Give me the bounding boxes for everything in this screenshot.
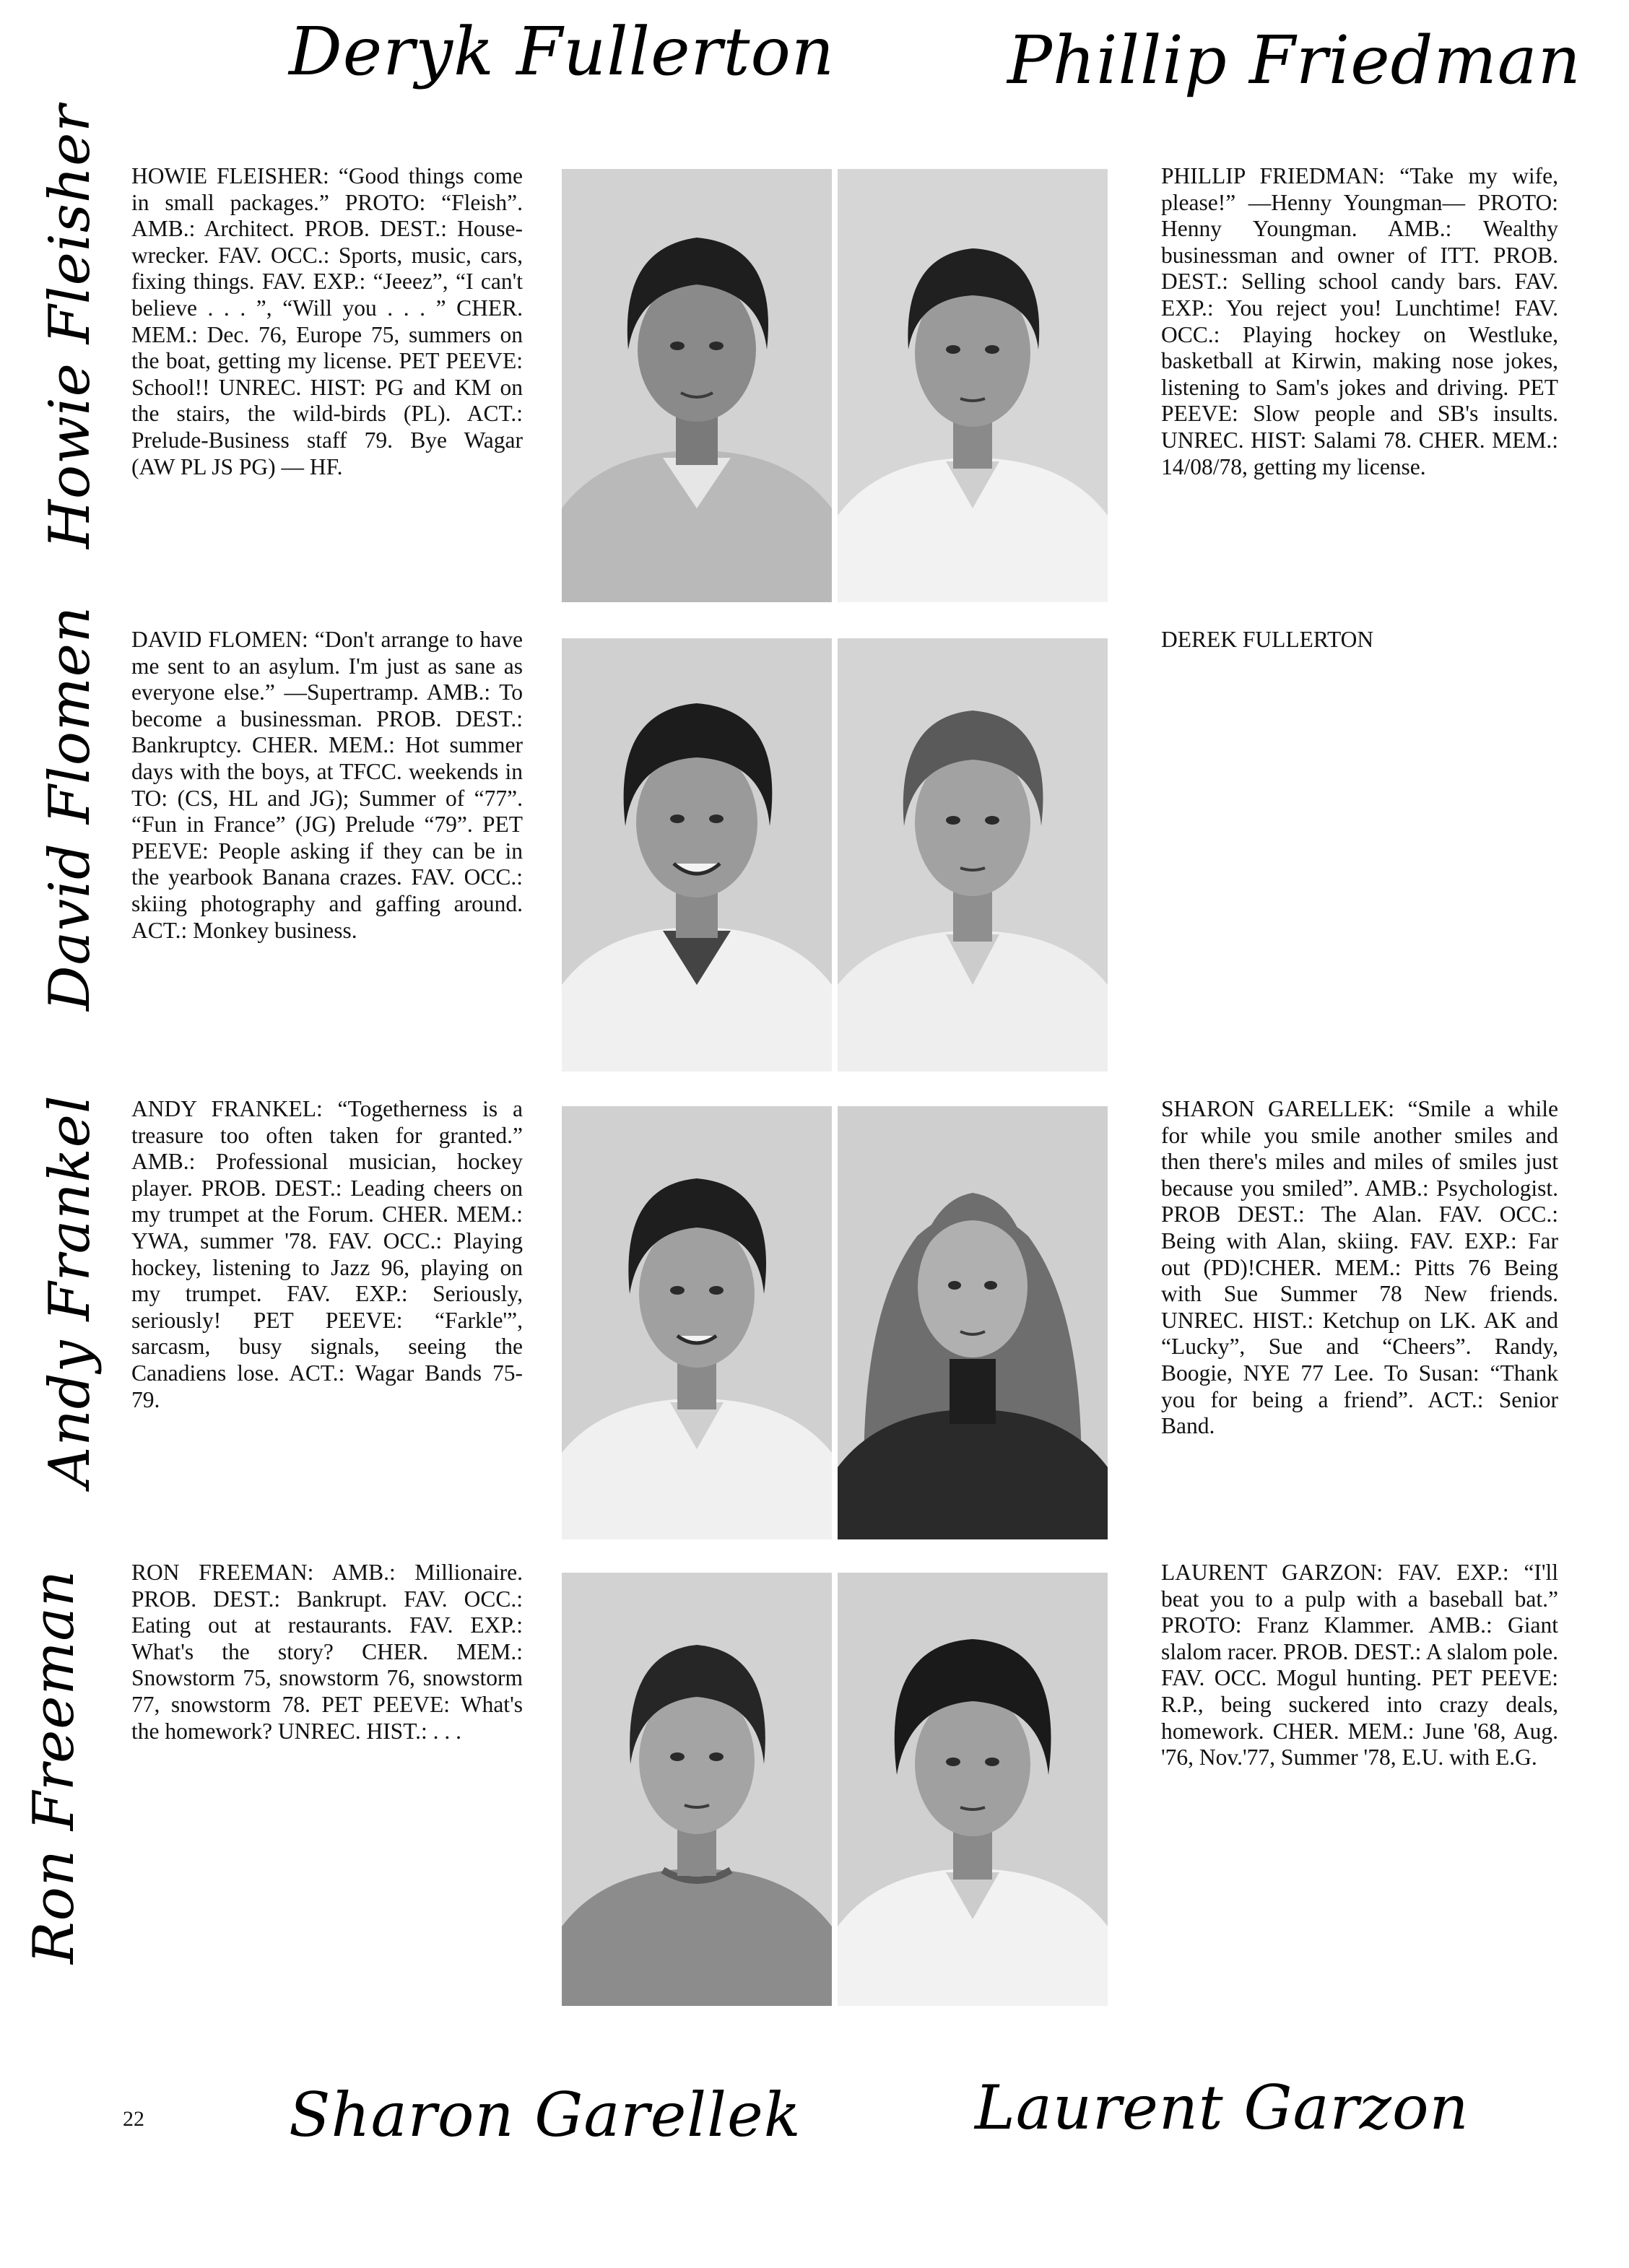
bio-laurent-garzon: LAURENT GARZON: FAV. EXP.: “I'll beat you to a pulp with a baseball bat.” PROTO: Franz Klammer. AMB.: Giant slalom racer. PROB. DEST.: A slalom pole. FAV. OCC. Mogul hunting. PET PEEVE: R.P., being suckered into crazy deals, homework. CHER. MEM.: June '68, Aug. '76, Nov.'77, Summer '78, E.U. with E.G.: [1161, 1560, 1558, 1770]
signature-derek-fullerton: Deryk Fullerton: [289, 13, 835, 90]
portrait-derek-fullerton: [838, 638, 1108, 1072]
portrait-sharon-garellek: [838, 1106, 1108, 1539]
signature-sharon-garellek: Sharon Garellek: [289, 2080, 802, 2150]
signature-phillip-friedman: Phillip Friedman: [1007, 22, 1581, 99]
bio-phillip-friedman: PHILLIP FRIEDMAN: “Take my wife, please!” —Henny Youngman— PROTO: Henny Youngman. AMB.: Wealthy businessman and owner of ITT. PROB. DEST.: Selling school candy bars. FAV. EXP.: You reject you! Lunchtime! FAV. OCC.: Playing hockey on Westluke, basketball at Kirwin, making nose jokes, listening to Sam's jokes and driving. PET PEEVE: Slow people and SB's insults. UNREC. HIST: Salami 78. CHER. MEM.: 14/08/78, getting my license.: [1161, 163, 1558, 479]
bio-howie-fleisher: HOWIE FLEISHER: “Good things come in small packages.” PROTO: “Fleish”. AMB.: Architect. PROB. DEST.: House-wrecker. FAV. OCC.: Sports, music, cars, fixing things. FAV. EXP.: “Jeeez”, “I can't believe . . . ”, “Will you . . . ” CHER. MEM.: Dec. 76, Europe 75, summers on the boat, getting my license. PET PEEVE: School!! UNREC. HIST: PG and KM on the stairs, the wild-birds (PL). ACT.: Prelude-Business staff 79. Bye Wagar (AW PL JS PG) — HF.: [131, 163, 523, 479]
bio-andy-frankel: ANDY FRANKEL: “Togetherness is a treasure too often taken for granted.” AMB.: Professional musician, hockey player. PROB. DEST.: Leading cheers on my trumpet at the Forum. CHER. MEM.: YWA, summer '78. FAV. OCC.: Playing hockey, listening to Jazz 96, playing on my trumpet. FAV. EXP.: Seriously, seriously! PET PEEVE: “Farkle'”, sarcasm, busy signals, seeing the Canadiens lose. ACT.: Wagar Bands 75-79.: [131, 1096, 523, 1412]
bio-david-flomen: DAVID FLOMEN: “Don't arrange to have me sent to an asylum. I'm just as sane as everyone else.” —Supertramp. AMB.: To become a businessman. PROB. DEST.: Bankruptcy. CHER. MEM.: Hot summer days with the boys, at TFCC. weekends in TO: (CS, HL and JG); Summer of “77”. “Fun in France” (JG) Prelude “79”. PET PEEVE: People asking if they can be in the yearbook Banana crazes. FAV. OCC.: skiing photography and gaffing around. ACT.: Monkey business.: [131, 627, 523, 943]
page-number: 22: [123, 2107, 144, 2131]
signature-david-flomen: David Flomen: [38, 605, 103, 1011]
signature-laurent-garzon: Laurent Garzon: [975, 2072, 1469, 2143]
signature-ron-freeman: Ron Freeman: [22, 1569, 87, 1964]
portrait-laurent-garzon: [838, 1573, 1108, 2006]
portrait-howie-fleisher: [562, 169, 832, 602]
portrait-andy-frankel: [562, 1106, 832, 1539]
portrait-ron-freeman: [562, 1573, 832, 2006]
signature-howie-fleisher: Howie Fleisher: [38, 104, 103, 549]
bio-derek-fullerton: DEREK FULLERTON: [1161, 627, 1374, 652]
bio-ron-freeman: RON FREEMAN: AMB.: Millionaire. PROB. DEST.: Bankrupt. FAV. OCC.: Eating out at restaurants. FAV. EXP.: What's the story? CHER. MEM.: Snowstorm 75, snowstorm 76, snowstorm 77, snowstorm 78. PET PEEVE: What's the homework? UNREC. HIST.: . . .: [131, 1560, 523, 1744]
portrait-phillip-friedman: [838, 169, 1108, 602]
portrait-david-flomen: [562, 638, 832, 1072]
signature-andy-frankel: Andy Frankel: [38, 1095, 103, 1487]
bio-sharon-garellek: SHARON GARELLEK: “Smile a while for while you smile another smiles and then there's miles and miles of smiles just because you smiled”. AMB.: Psychologist. PROB DEST.: The Alan. FAV. OCC.: Being with Alan, skiing. FAV. EXP.: Far out (PD)!CHER. MEM.: Pitts 76 Being with Sue Summer 78 New friends. UNREC. HIST.: Ketchup on LK. AK and “Lucky”, Sue and “Cheers”. Randy, Boogie, NYE 77 Lee. To Susan: “Thank you for being a friend”. ACT.: Senior Band.: [1161, 1096, 1558, 1439]
